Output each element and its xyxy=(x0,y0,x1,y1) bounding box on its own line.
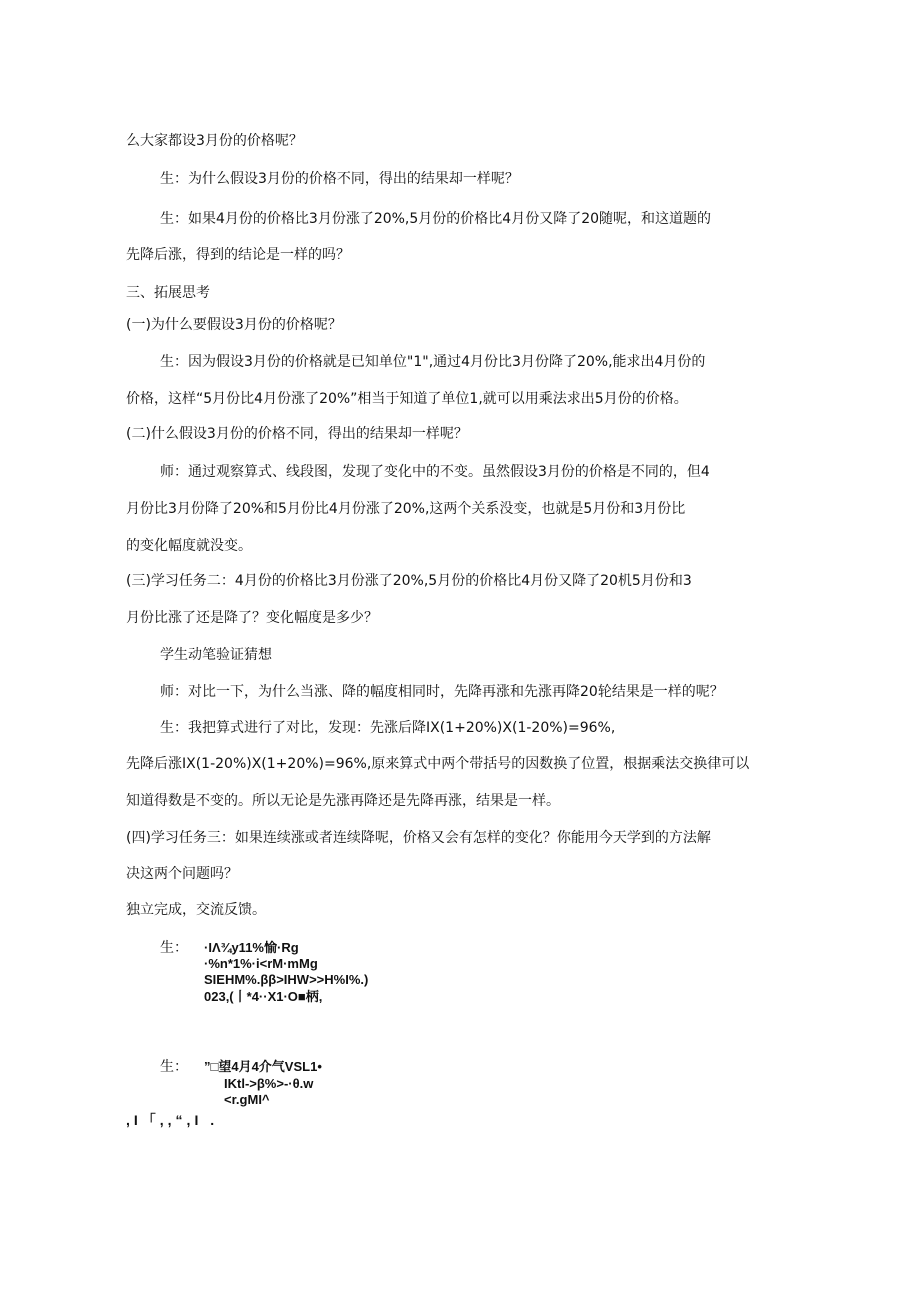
paragraph-line: 生：我把算式进行了对比，发现：先涨后降IX(1+20%)X(1-20%)=96%, xyxy=(160,720,616,736)
paragraph-line: 决这两个问题吗？ xyxy=(126,866,238,882)
paragraph-line: 先降后涨IX(1-20%)X(1+20%)=96%,原来算式中两个带括号的因数换了位置，根据乘法交换律可以 xyxy=(126,756,750,772)
answer-garbled-line: <r.gMI^ xyxy=(224,1092,270,1107)
paragraph-line: 价格，这样“5月份比4月份涨了20%”相当于知道了单位1,就可以用乘法求出5月份的价格。 xyxy=(126,391,688,407)
subsection-heading: (三)学习任务二：4月份的价格比3月份涨了20%,5月份的价格比4月份又降了20机5月份和3 xyxy=(126,573,692,589)
subsection-heading: (一)为什么要假设3月份的价格呢？ xyxy=(126,317,342,333)
answer-garbled-line: IKtl->β%>-·θ.w xyxy=(224,1076,314,1091)
paragraph-line: 生：为什么假设3月份的价格不同，得出的结果却一样呢？ xyxy=(160,171,519,187)
paragraph-line: 先降后涨，得到的结论是一样的吗？ xyxy=(126,247,350,263)
answer-garbled-line: ·%n*1%·i<rM·mMg xyxy=(204,956,318,971)
subsection-heading: (二)什么假设3月份的价格不同，得出的结果却一样呢？ xyxy=(126,426,468,442)
paragraph-line: 月份比3月份降了20%和5月份比4月份涨了20%,这两个关系没变，也就是5月份和3月份比 xyxy=(126,501,686,517)
trailing-fragment: ,I「,,“,I . xyxy=(126,1112,219,1128)
answer-speaker: 生： xyxy=(160,940,188,956)
answer-garbled-line: SIEHM%.ββ>IHW>>H%I%.) xyxy=(204,972,369,987)
paragraph-line: 学生动笔验证猜想 xyxy=(160,647,272,663)
answer-speaker: 生： xyxy=(160,1059,188,1075)
paragraph-line: 师：通过观察算式、线段图，发现了变化中的不变。虽然假设3月份的价格是不同的，但4 xyxy=(160,464,710,480)
paragraph-line: 么大家都设3月份的价格呢？ xyxy=(126,133,303,149)
paragraph-line: 独立完成，交流反馈。 xyxy=(126,902,266,918)
paragraph-line: 生：因为假设3月份的价格就是已知单位"1",通过4月份比3月份降了20%,能求出4月份的 xyxy=(160,354,706,370)
answer-garbled-line: ·IΛ¾y11%愉·Rg xyxy=(204,940,299,955)
paragraph-line: 的变化幅度就没变。 xyxy=(126,538,252,554)
answer-garbled-line: 023,(丨*4··X1·O■柄, xyxy=(204,989,323,1004)
answer-garbled-line: ”□望4月4介气VSL1• xyxy=(204,1059,322,1074)
paragraph-line: 知道得数是不变的。所以无论是先涨再降还是先降再涨，结果是一样。 xyxy=(126,793,560,809)
paragraph-line: 生：如果4月份的价格比3月份涨了20%,5月份的价格比4月份又降了20随呢，和这道题的 xyxy=(160,211,712,227)
paragraph-line: 月份比涨了还是降了？变化幅度是多少？ xyxy=(126,610,378,626)
section-heading: 三、拓展思考 xyxy=(126,285,210,301)
paragraph-line: 师：对比一下，为什么当涨、降的幅度相同时，先降再涨和先涨再降20轮结果是一样的呢？ xyxy=(160,684,724,700)
subsection-heading: (四)学习任务三：如果连续涨或者连续降呢，价格又会有怎样的变化？你能用今天学到的方法解 xyxy=(126,830,711,846)
